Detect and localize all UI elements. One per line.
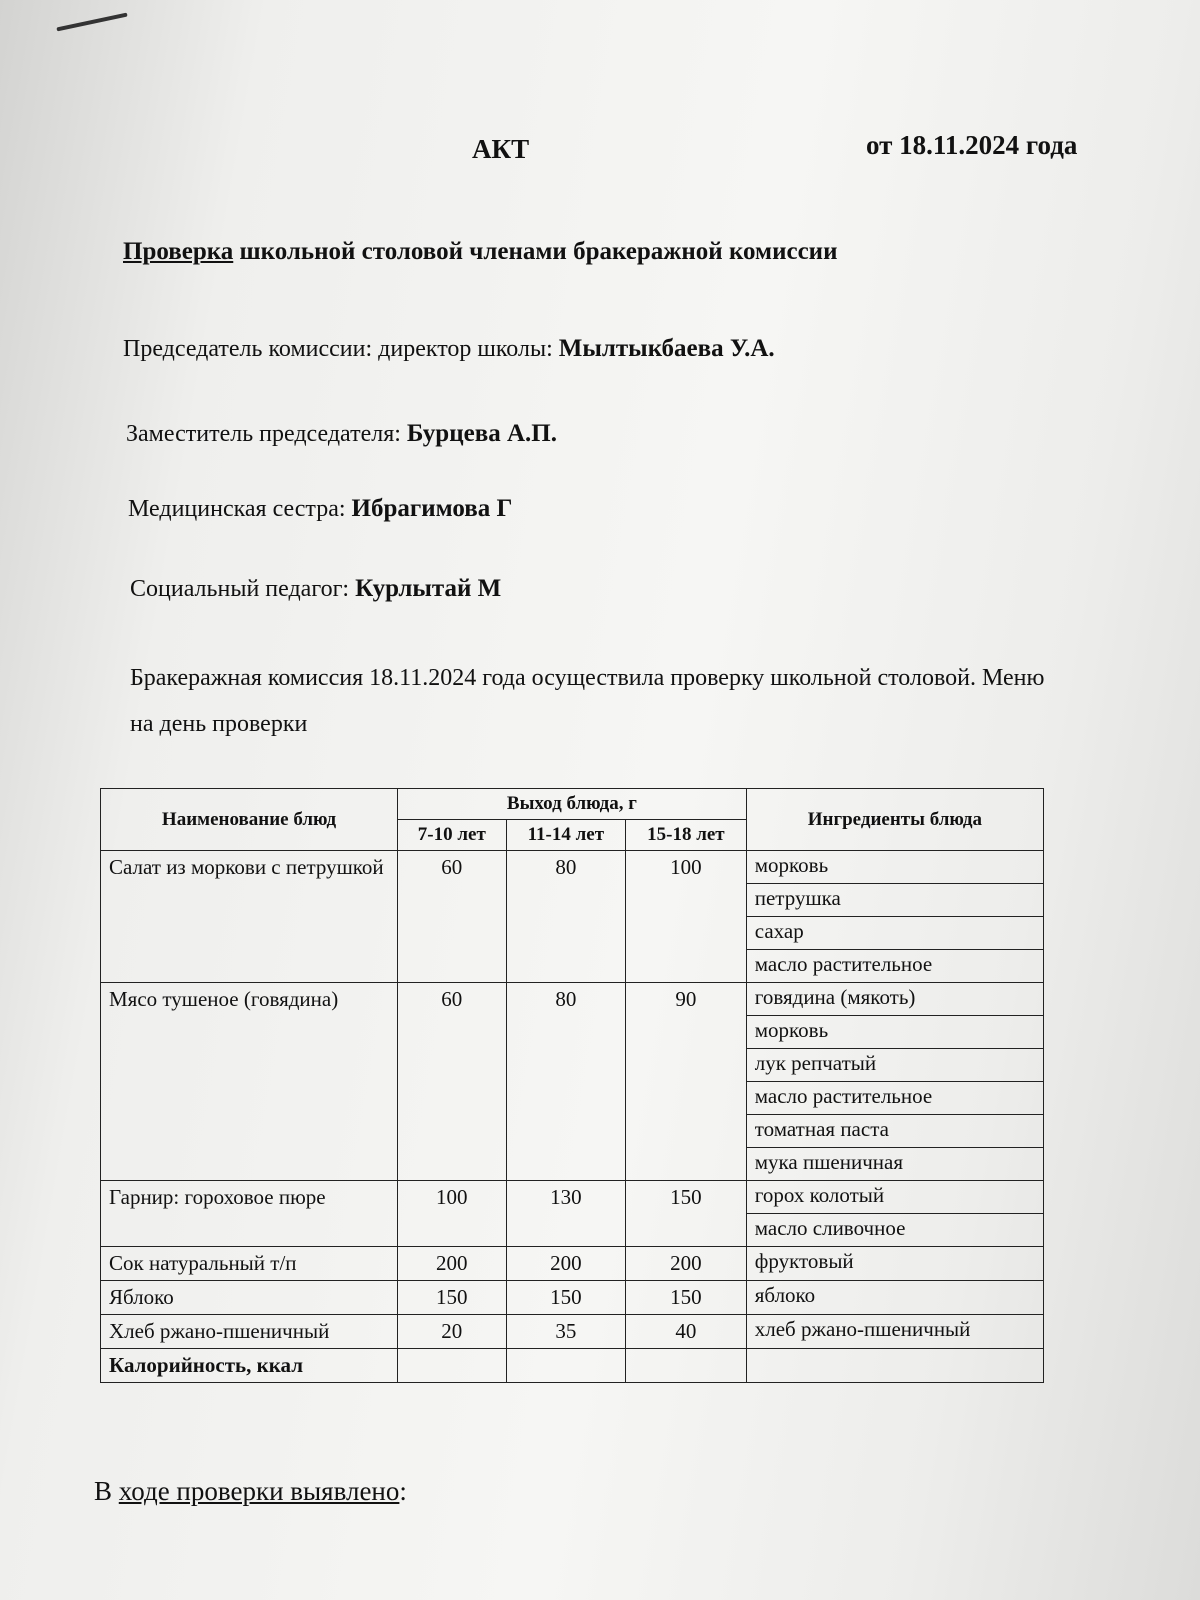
act-date: от 18.11.2024 года <box>866 130 1078 160</box>
calories-11-14 <box>506 1349 625 1383</box>
ingredient: хлеб ржано-пшеничный <box>746 1315 1043 1349</box>
table-row <box>101 851 1044 884</box>
portion-11-14: 35 <box>506 1315 625 1349</box>
portion-15-18: 40 <box>626 1315 747 1349</box>
portion-11-14: 80 <box>506 983 625 1181</box>
ingredient: яблоко <box>746 1281 1043 1315</box>
subject-rest: школьной столовой членами бракеражной комиссии <box>233 238 838 265</box>
ingredient: горох колотый <box>746 1181 1043 1214</box>
ingredient: масло растительное <box>746 950 1043 983</box>
calories-row <box>101 1349 1044 1383</box>
header-age-11-14: 11-14 лет <box>506 820 625 851</box>
dish-name: Гарнир: гороховое пюре <box>101 1181 398 1247</box>
calories-label: Калорийность, ккал <box>101 1349 398 1383</box>
member-role: Медицинская сестра: <box>128 496 352 522</box>
member-name: Ибрагимова Г <box>351 495 513 522</box>
member-role: Заместитель председателя: <box>126 421 407 447</box>
dish-name: Мясо тушеное (говядина) <box>101 983 398 1181</box>
conclusion-heading <box>94 1476 407 1507</box>
member-deputy <box>126 420 557 448</box>
portion-11-14: 130 <box>506 1181 625 1247</box>
header-output: Выход блюда, г <box>398 789 747 820</box>
member-social-pedagogue <box>130 575 501 603</box>
ingredient: сахар <box>746 917 1043 950</box>
menu-table <box>100 788 1044 1383</box>
conclusion-prefix: В <box>94 1476 119 1506</box>
ingredient: говядина (мякоть) <box>746 983 1043 1016</box>
intro-paragraph: Бракеражная комиссия 18.11.2024 года осуществила проверку школьной столовой. Меню на день проверки <box>130 665 1045 737</box>
portion-7-10: 100 <box>398 1181 507 1247</box>
portion-15-18: 100 <box>626 851 747 983</box>
portion-15-18: 150 <box>626 1281 747 1315</box>
ingredient: томатная паста <box>746 1115 1043 1148</box>
dish-name: Салат из моркови с петрушкой <box>101 851 398 983</box>
act-title: АКТ <box>472 134 530 164</box>
header-age-7-10: 7-10 лет <box>398 820 507 851</box>
table-row <box>101 1315 1044 1349</box>
header-dish: Наименование блюд <box>101 789 398 851</box>
ingredient: масло сливочное <box>746 1214 1043 1247</box>
calories-7-10 <box>398 1349 507 1383</box>
conclusion-underlined: ходе проверки выявлено <box>118 1476 400 1506</box>
table-row <box>101 1281 1044 1315</box>
portion-7-10: 150 <box>398 1281 507 1315</box>
portion-7-10: 200 <box>398 1247 507 1281</box>
member-name: Курлытай М <box>355 575 502 602</box>
portion-7-10: 60 <box>398 851 507 983</box>
member-name: Мылтыкбаева У.А. <box>558 335 775 362</box>
table-row <box>101 1247 1044 1281</box>
member-chairman <box>123 335 775 363</box>
portion-15-18: 90 <box>626 983 747 1181</box>
conclusion-suffix: : <box>399 1476 407 1506</box>
act-subject <box>123 238 838 266</box>
member-role: Председатель комиссии: директор школы: <box>123 336 559 362</box>
ingredient: лук репчатый <box>746 1049 1043 1082</box>
ingredient: морковь <box>746 851 1043 884</box>
ingredient: петрушка <box>746 884 1043 917</box>
pen-mark <box>56 13 127 32</box>
member-role: Социальный педагог: <box>130 576 356 602</box>
ingredient: морковь <box>746 1016 1043 1049</box>
dish-name: Хлеб ржано-пшеничный <box>101 1315 398 1349</box>
header-ingredients: Ингредиенты блюда <box>746 789 1043 851</box>
table-row <box>101 1181 1044 1214</box>
portion-15-18: 150 <box>626 1181 747 1247</box>
portion-11-14: 80 <box>506 851 625 983</box>
portion-15-18: 200 <box>626 1247 747 1281</box>
ingredient: масло растительное <box>746 1082 1043 1115</box>
subject-underlined: Проверка <box>123 238 234 265</box>
table-row <box>101 983 1044 1016</box>
header-age-15-18: 15-18 лет <box>626 820 747 851</box>
dish-name: Яблоко <box>101 1281 398 1315</box>
portion-11-14: 150 <box>506 1281 625 1315</box>
member-nurse <box>128 495 512 523</box>
dish-name: Сок натуральный т/п <box>101 1247 398 1281</box>
portion-11-14: 200 <box>506 1247 625 1281</box>
portion-7-10: 60 <box>398 983 507 1181</box>
ingredient: фруктовый <box>746 1247 1043 1281</box>
ingredient: мука пшеничная <box>746 1148 1043 1181</box>
calories-15-18 <box>626 1349 747 1383</box>
calories-ingredients <box>746 1349 1043 1383</box>
portion-7-10: 20 <box>398 1315 507 1349</box>
member-name: Бурцева А.П. <box>406 420 557 447</box>
